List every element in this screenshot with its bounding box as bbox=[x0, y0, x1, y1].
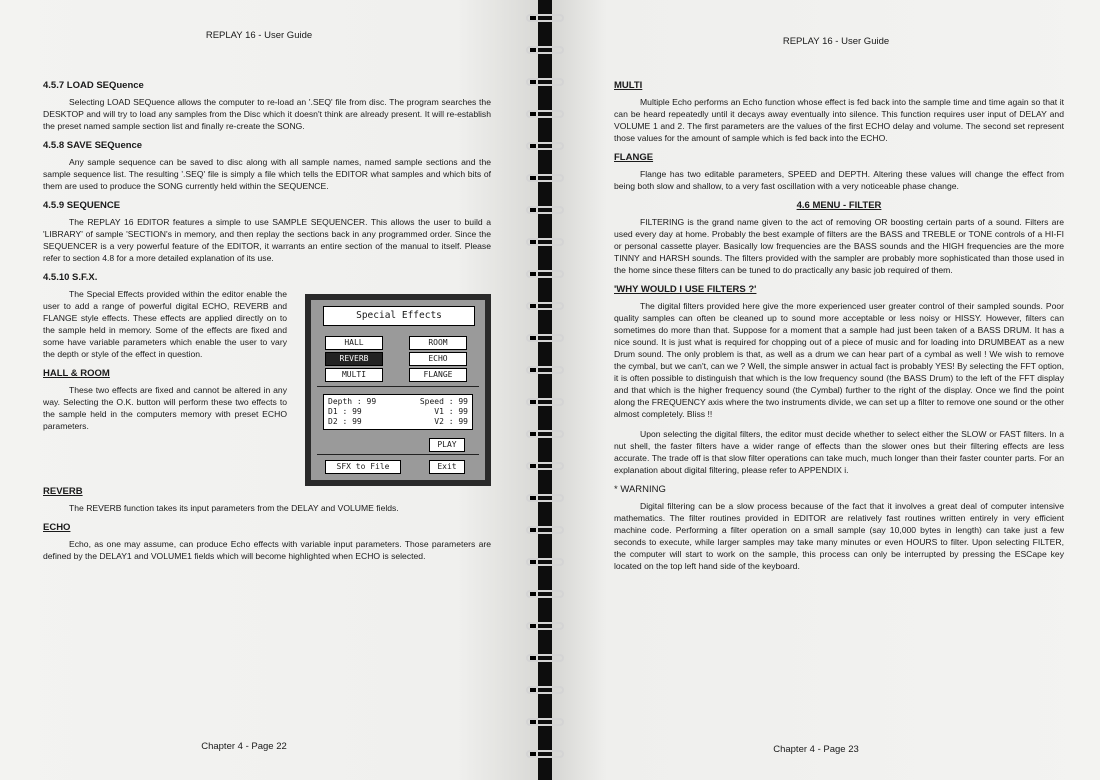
binding-wire bbox=[526, 206, 564, 214]
param-row bbox=[328, 407, 468, 417]
special-effects-dialog bbox=[305, 294, 491, 486]
paragraph-sfx: The Special Effects provided within the editor enable the user to add a range of powerful digital ECHO, REVERB and FLANGE style effects. These effects are applied directly on to the sample held in memory. Some of the effects are fixed and some have variable parameters which enable the user to vary the depth or style of the effect in question. bbox=[43, 289, 287, 359]
echo-button[interactable]: ECHO bbox=[409, 352, 467, 366]
param-row bbox=[328, 397, 468, 407]
binding-coil bbox=[522, 682, 568, 698]
binding-wire bbox=[526, 686, 564, 694]
binding-coil bbox=[522, 138, 568, 154]
paragraph-reverb: The REVERB function takes its input parameters from the DELAY and VOLUME fields. bbox=[69, 503, 399, 513]
binding-coil bbox=[522, 362, 568, 378]
section-heading-flange: FLANGE bbox=[614, 152, 654, 163]
exit-button[interactable]: Exit bbox=[429, 460, 465, 474]
special-effects-dialog-body bbox=[311, 300, 485, 480]
page-header: REPLAY 16 - User Guide bbox=[782, 36, 890, 47]
paragraph-save-sequence: Any sample sequence can be saved to disc along with all sample names, named sample sections and the sample sequence list. The resulting '.SEQ' file is simply a file which tells the EDITOR what samples and which bits of them are used to produce the SONG currently held within the SEQUENCE. bbox=[43, 157, 491, 191]
binding-wire bbox=[526, 270, 564, 278]
reverb-button[interactable]: REVERB bbox=[325, 352, 383, 366]
paragraph-slow-fast-filters: Upon selecting the digital filters, the editor must decide whether to select either the SLOW or FAST filters. In a nut shell, the faster filters have a wider range of effects than the slower ones but their filtering effects are less accurate. The trade off is that slow filter operations can take much, much longer than their faster counter parts. For an explanation about digital filtering, please refer to APPENDIX i. bbox=[614, 429, 1064, 475]
page-footer: Chapter 4 - Page 23 bbox=[773, 744, 859, 755]
binding-coil bbox=[522, 458, 568, 474]
paragraph-warning: Digital filtering can be a slow process because of the fact that it involves a great deal of computer intensive mathematics. The filter routines provided in EDITOR are relatively fast routines written entirely in very efficient machine code. Performing a filter operation on a small sample (say 10,000 bytes in length) can take just a few seconds to execute, while larger samples may take many minutes or even HOURS to filter. Upon selecting FILTER, the computer will start to work on the sample, this process can only be interrupted by pressing the ESCape key located on the top left hand side of the keyboard. bbox=[614, 501, 1064, 571]
binding-wire bbox=[526, 174, 564, 182]
binding-wire bbox=[526, 398, 564, 406]
binding-wire bbox=[526, 142, 564, 150]
binding-coil bbox=[522, 586, 568, 602]
divider bbox=[317, 454, 479, 455]
section-heading-menu-filter: 4.6 MENU - FILTER bbox=[796, 200, 882, 211]
paragraph-flange: Flange has two editable parameters, SPEED and DEPTH. Altering these values will change the effect from being both slow and shallow, to a very fast oscillation with a very noticeable phase change. bbox=[614, 169, 1064, 191]
paragraph-sequence: The REPLAY 16 EDITOR features a simple to use SAMPLE SEQUENCER. This allows the user to build a 'LIBRARY' of sample 'SECTION's in memory, and then replay the sections back in any programmed order. Since the SEQUENCER is a very powerful feature of the EDITOR, it warrants an entire section of the manual to itself. Please refer to section 4.8 for a more detailed explanation of its use. bbox=[43, 217, 491, 263]
binding-wire bbox=[526, 110, 564, 118]
binding-wire bbox=[526, 622, 564, 630]
binding-coil bbox=[522, 42, 568, 58]
hall-button[interactable]: HALL bbox=[325, 336, 383, 350]
paragraph-hall-room: These two effects are fixed and cannot be altered in any way. Selecting the O.K. button will perform these two effects to the sample held in the computers memory with preset ECHO parameters. bbox=[43, 385, 287, 431]
binding-coil bbox=[522, 746, 568, 762]
binding-coil bbox=[522, 554, 568, 570]
binding-coil bbox=[522, 234, 568, 250]
binding-wire bbox=[526, 14, 564, 22]
binding-coil bbox=[522, 10, 568, 26]
binding-wire bbox=[526, 494, 564, 502]
binding-coil bbox=[522, 522, 568, 538]
sfx-to-file-button[interactable]: SFX to File bbox=[325, 460, 401, 474]
binding-wire bbox=[526, 462, 564, 470]
binding-coil bbox=[522, 618, 568, 634]
flange-button[interactable]: FLANGE bbox=[409, 368, 467, 382]
paragraph-menu-filter: FILTERING is the grand name given to the act of removing OR boosting certain parts of a sound. Filters are used every day at home. Probably the best example of filters are the BASS and TREBLE or TONE controls of a HI-FI or personal cassette player. Basically low frequencies are the BASS sounds and the HIGH frequencies are the more TINNY and HARSH sounds. The filters provided with the sampler are probably more sophisticated than those used in the home since these filters can be tuned to do practically any basic job required of them. bbox=[614, 217, 1064, 275]
page-header: REPLAY 16 - User Guide bbox=[205, 30, 313, 41]
binding-coil bbox=[522, 74, 568, 90]
section-heading-echo: ECHO bbox=[43, 522, 71, 533]
volume2-field[interactable]: V2 : 99 bbox=[434, 417, 468, 426]
binding-wire bbox=[526, 590, 564, 598]
binding-coil bbox=[522, 266, 568, 282]
speed-field[interactable]: Speed : 99 bbox=[419, 397, 468, 406]
param-row bbox=[328, 417, 468, 427]
binding-coil bbox=[522, 170, 568, 186]
binding-wire bbox=[526, 430, 564, 438]
section-heading-hall-room: HALL & ROOM bbox=[43, 368, 110, 379]
binding-wire bbox=[526, 526, 564, 534]
binding-coil bbox=[522, 330, 568, 346]
binding-wire bbox=[526, 46, 564, 54]
room-button[interactable]: ROOM bbox=[409, 336, 467, 350]
paragraph-echo: Echo, as one may assume, can produce Echo effects with variable input parameters. Those parameters are defined by the DELAY1 and VOLUME1 fields which will become highlighted when ECHO is selected. bbox=[43, 539, 491, 561]
spiral-binding bbox=[520, 0, 568, 780]
parameter-fields bbox=[323, 394, 473, 430]
binding-coil bbox=[522, 714, 568, 730]
dialog-title: Special Effects bbox=[323, 306, 475, 326]
binding-wire bbox=[526, 654, 564, 662]
binding-coil bbox=[522, 650, 568, 666]
sfx-text-column bbox=[43, 288, 287, 440]
binding-coil bbox=[522, 426, 568, 442]
binding-coil bbox=[522, 106, 568, 122]
binding-coil bbox=[522, 394, 568, 410]
delay2-field[interactable]: D2 : 99 bbox=[328, 417, 362, 426]
page-body bbox=[43, 80, 491, 570]
binding-coil bbox=[522, 202, 568, 218]
binding-wire bbox=[526, 78, 564, 86]
multi-button[interactable]: MULTI bbox=[325, 368, 383, 382]
right-page bbox=[552, 0, 1100, 780]
section-heading-multi: MULTI bbox=[614, 80, 643, 91]
binding-wire bbox=[526, 334, 564, 342]
section-heading-reverb: REVERB bbox=[43, 486, 83, 497]
section-heading-warning: * WARNING bbox=[614, 484, 666, 495]
binding-wire bbox=[526, 238, 564, 246]
paragraph-load-sequence: Selecting LOAD SEQuence allows the computer to re-load an '.SEQ' file from disc. The program searches the DESKTOP and will try to load any samples from the Disc which it doesn't think are already present. It will re-establish the preset named sample section list and finally re-create the SONG. bbox=[43, 97, 491, 131]
binding-wire bbox=[526, 750, 564, 758]
play-button[interactable]: PLAY bbox=[429, 438, 465, 452]
section-heading-sequence: 4.5.9 SEQUENCE bbox=[43, 200, 121, 211]
left-page bbox=[0, 0, 538, 780]
paragraph-why-filters: The digital filters provided here give the more experienced user greater control of their sampled sounds. Poor quality samples can often be cleaned up to sound more acceptable or less noisy or HISSY. However, filters can sometimes do more than that. Suppose for a moment that a sample had just been taken of a BASS DRUM. It has a nice sound. It is just what is required for chopping out of a piece of music and for loading into DRUMBEAT as a new Drum sound. The only problem is that, as well as a drum we can hear part of a cymbal as well ! We wish to remove the cymbal, but we can't, can we ? Well, the simple answer in actual fact is probably YES! By selecting the FFT option, it is often possible to distinguish that which is the low frequency sound (the BASS Drum) to the left of the FFT display and that which is the higher frequency sound (the Cymbal) further to the right of the display. Once we find the point along the FREQUENCY axis where the two instruments divide, we can set up a filter to remove one sound or the other almost completely. Bliss !! bbox=[614, 301, 1064, 419]
page-body bbox=[614, 80, 1064, 580]
page-footer: Chapter 4 - Page 22 bbox=[201, 741, 287, 752]
depth-field[interactable]: Depth : 99 bbox=[328, 397, 377, 406]
binding-coil bbox=[522, 298, 568, 314]
binding-coil bbox=[522, 490, 568, 506]
divider bbox=[317, 386, 479, 387]
binding-wire bbox=[526, 366, 564, 374]
sfx-section bbox=[43, 288, 491, 486]
section-heading-save-sequence: 4.5.8 SAVE SEQuence bbox=[43, 140, 143, 151]
section-heading-sfx: 4.5.10 S.F.X. bbox=[43, 272, 98, 283]
binding-wire bbox=[526, 558, 564, 566]
delay1-field[interactable]: D1 : 99 bbox=[328, 407, 362, 416]
section-heading-load-sequence: 4.5.7 LOAD SEQuence bbox=[43, 80, 144, 91]
binding-wire bbox=[526, 302, 564, 310]
volume1-field[interactable]: V1 : 99 bbox=[434, 407, 468, 416]
binding-wire bbox=[526, 718, 564, 726]
section-heading-why-filters: 'WHY WOULD I USE FILTERS ?' bbox=[614, 284, 757, 295]
paragraph-multi: Multiple Echo performs an Echo function whose effect is fed back into the sample time and time again so that it can be heard repeatedly until it decays away eventually into silence. This function requires user input of DELAY and VOLUME 1 and 2. The first parameters are the values of the first ECHO delay and volume. The second set represent those values for the amount of sample which is fed back into the ECHO. bbox=[614, 97, 1064, 143]
